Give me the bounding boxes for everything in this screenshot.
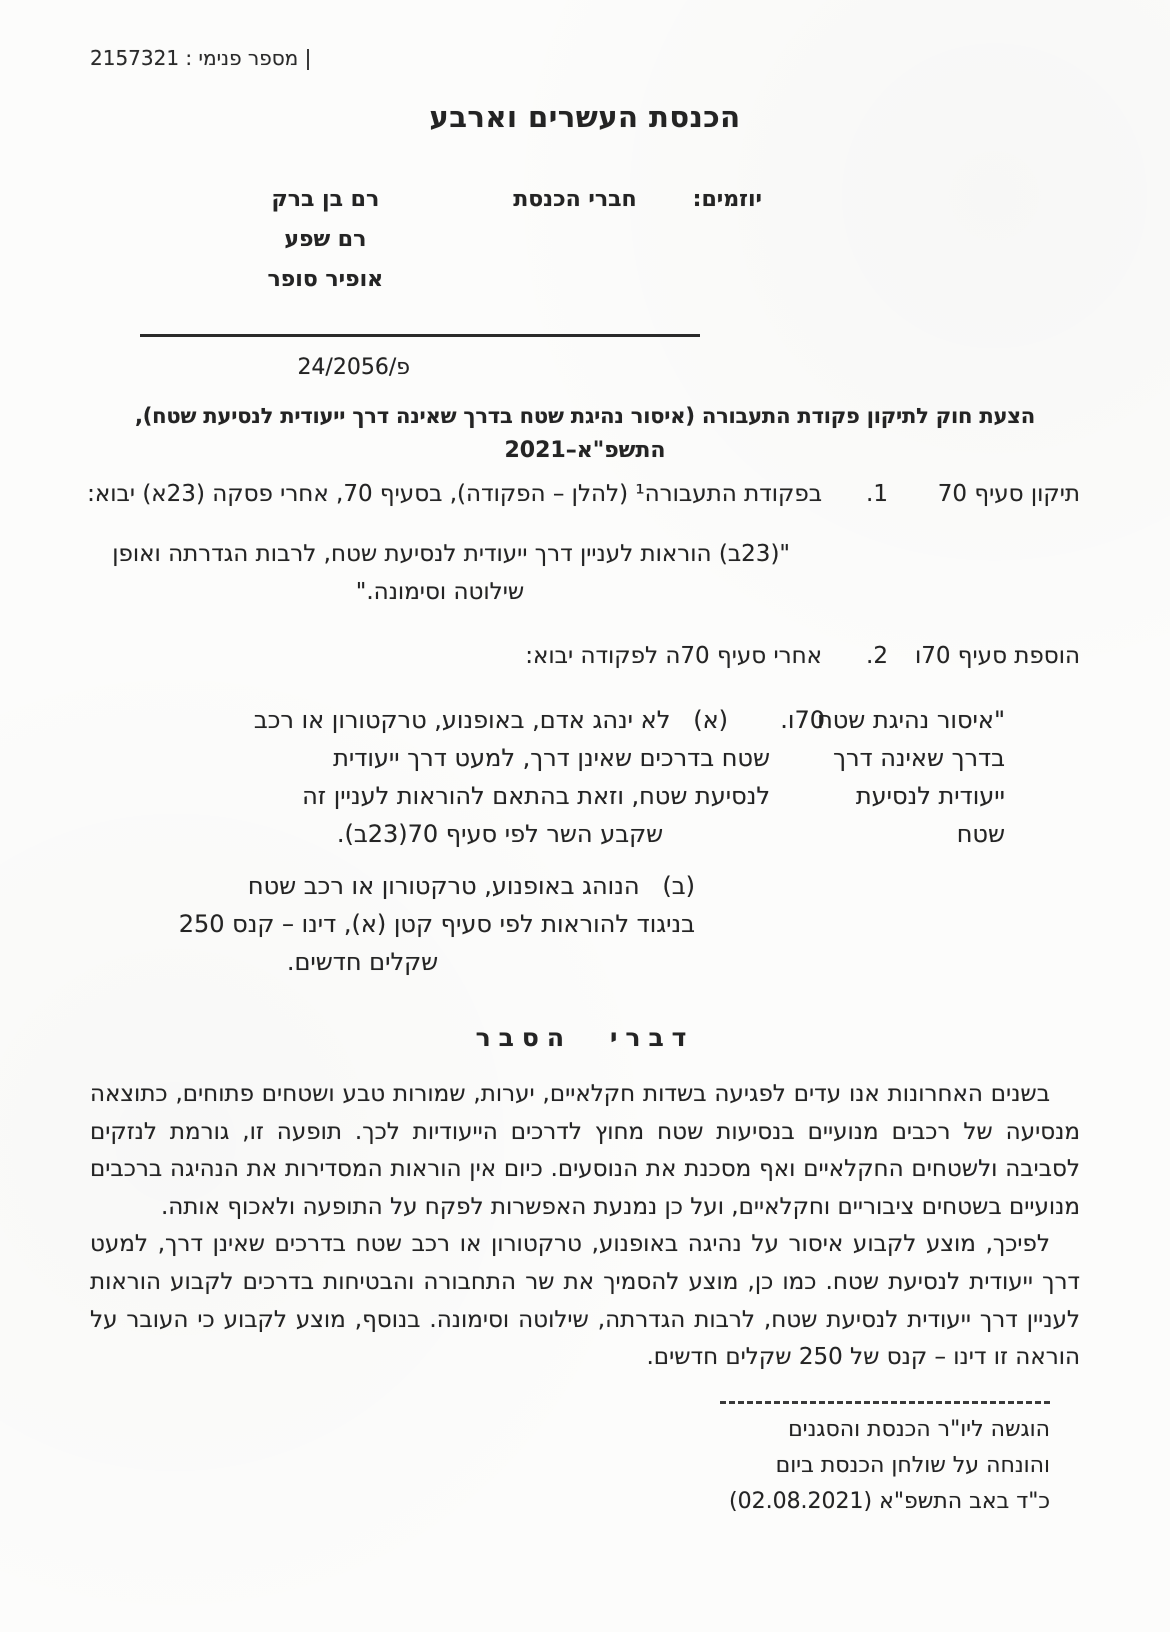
explanatory-notes xyxy=(90,1076,1080,1377)
initiator-name: רם שפע xyxy=(284,227,367,252)
initiators-row xyxy=(90,180,1080,300)
bill-number: פ/24/2056 xyxy=(297,355,410,380)
submission-line: הוגשה ליו"ר הכנסת והסגנים xyxy=(788,1416,1050,1442)
subsection-b-line: (ב) הנוהג באופנוע, טרקטורון או רכב שטח xyxy=(247,872,695,900)
subsection-b xyxy=(90,867,695,981)
inserted-section-side-note xyxy=(817,701,1005,853)
submission-line: והונחה על שולחן הכנסת ביום xyxy=(775,1452,1050,1478)
submission-line: כ"ד באב התשפ"א (02.08.2021) xyxy=(728,1488,1050,1514)
side-note-line: שטח xyxy=(956,820,1005,848)
subsection-b-line: בניגוד להוראות לפי סעיף קטן (א), דינו – קנס 250 xyxy=(178,910,695,938)
section-1-number: 1. xyxy=(866,481,888,507)
initiator-name: רם בן ברק xyxy=(271,187,380,212)
explanatory-paragraph: לפיכך, מוצע לקבוע איסור על נהיגה באופנוע, טרקטורון או רכב שטח בדרכים שאינן דרך, למעט דרך ייעודית לנסיעת שטח. כמו כן, מוצע להסמיך את שר התחבורה והבטיחות בדרכים לקבוע הוראות לעניין דרך ייעודית לנסיעת שטח, לרבות הגדרתה, שילוטה וסימונה. בנוסף, מוצע לקבוע כי העובר על הוראה זו דינו – קנס של 250 שקלים חדשים. xyxy=(90,1231,1080,1371)
section-2-body: אחרי סעיף 70ה לפקודה יבוא: xyxy=(525,643,822,669)
cursor-artifact xyxy=(307,49,309,70)
bill-title-line1: הצעת חוק לתיקון פקודת התעבורה (איסור נהיגת שטח בדרך שאינה דרך ייעודית לנסיעת שטח), xyxy=(134,404,1036,428)
explanatory-paragraph: בשנים האחרונות אנו עדים לפגיעה בשדות חקלאיים, יערות, שמורות טבע ושטחים פתוחים, כתוצאה מנסיעה של רכבים מנועיים בנסיעות שטח מחוץ לדרכים הייעודיות לכך. תופעה זו, גורמת לנזקים לסביבה ולשטחים החקלאיים ואף מסכנת את הנוסעים. כיום אין הוראות המסדירות את הנהיגה ברכבים מנועיים בשטחים ציבוריים וחקלאיים, ועל כן נמנעת האפשרות לפקח על התופעה ולאכוף אותה. xyxy=(90,1081,1080,1220)
section-1-quoted-insertion xyxy=(90,535,790,611)
knesset-title: הכנסת העשרים וארבע xyxy=(429,100,741,134)
initiator-name: אופיר סופר xyxy=(267,267,384,292)
section-1-margin-note: תיקון סעיף 70 xyxy=(937,481,1080,507)
inserted-body-line: (א) לא ינהג אדם, באופנוע, טרקטורון או רכב xyxy=(253,706,728,734)
explanatory-notes-heading: דברי הסבר xyxy=(475,1023,695,1052)
section-1-body: בפקודת התעבורה¹ (להלן – הפקודה), בסעיף 70, אחרי פסקה (23א) יבוא: xyxy=(87,481,822,507)
side-note-line: בדרך שאינה דרך xyxy=(833,744,1005,772)
quote-line: "(23ב) הוראות לעניין דרך ייעודית לנסיעת שטח, לרבות הגדרתה ואופן xyxy=(112,541,790,567)
bill-title-line2: התשפ"א–2021 xyxy=(504,438,666,463)
submission-note xyxy=(90,1412,1050,1520)
section-1-row xyxy=(87,475,1080,513)
separator-rule xyxy=(140,334,700,337)
internal-number xyxy=(90,46,1080,70)
quote-line: שילוטה וסימונה." xyxy=(355,579,525,605)
inserted-body-line: לנסיעת שטח, וזאת בהתאם להוראות לעניין זה xyxy=(302,782,770,810)
inserted-section-70f xyxy=(90,701,1005,853)
section-2-margin-note: הוספת סעיף 70ו xyxy=(914,643,1080,669)
initiator-names-list xyxy=(268,180,384,300)
inserted-body-line: שקבע השר לפי סעיף 70(23ב). xyxy=(336,820,664,848)
subsection-b-line: שקלים חדשים. xyxy=(286,948,439,976)
dashed-separator xyxy=(720,1401,1050,1404)
side-note-line: ייעודית לנסיעת xyxy=(855,782,1005,810)
inserted-body-line: שטח בדרכים שאינן דרך, למעט דרך ייעודית xyxy=(333,744,770,772)
section-2-row xyxy=(90,637,1080,675)
initiators-group-label: חברי הכנסת xyxy=(513,187,637,212)
section-2-number: 2. xyxy=(866,643,888,669)
initiators-label: יוזמים: xyxy=(692,187,762,212)
side-note-line: "איסור נהיגת שטח xyxy=(817,706,1005,734)
internal-number-text: מספר פנימי : 2157321 xyxy=(90,46,299,70)
inserted-section-number: 70ו. xyxy=(780,706,825,734)
inserted-section-body xyxy=(90,701,770,853)
bill-title xyxy=(90,404,1080,463)
